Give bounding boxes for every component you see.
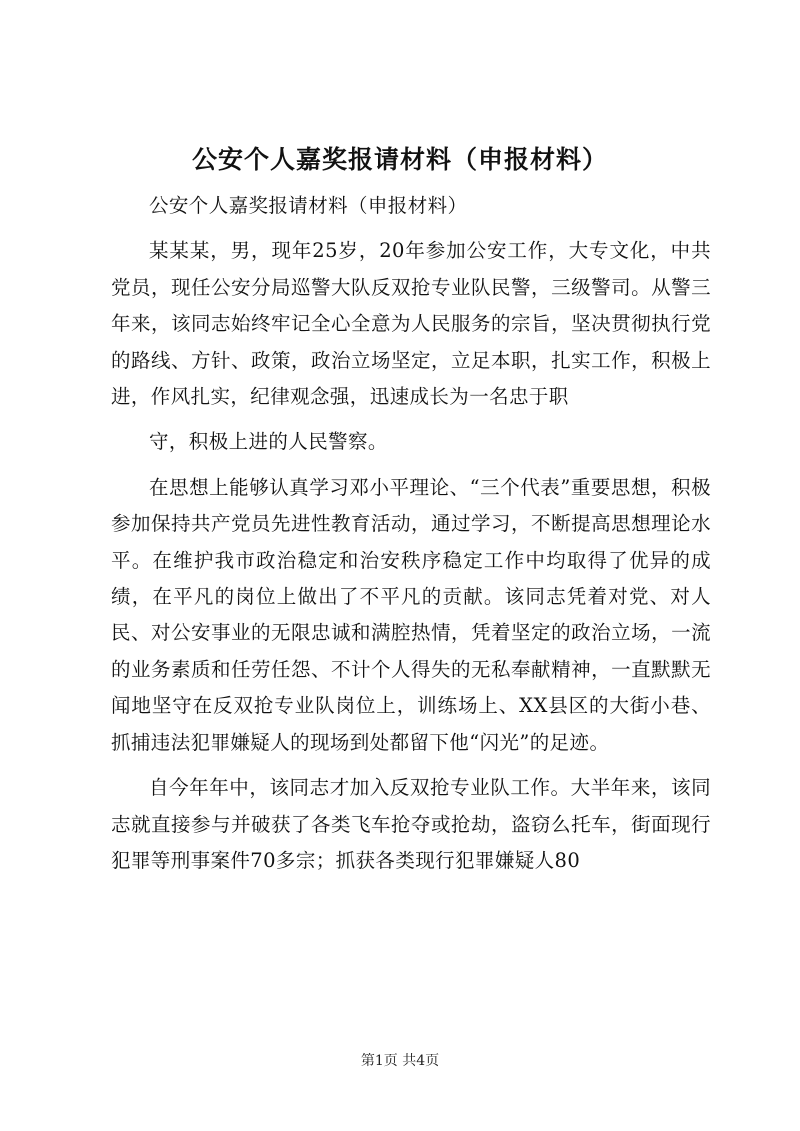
paragraph-continuation: 守，积极上进的人民警察。	[149, 430, 388, 454]
document-body	[111, 188, 711, 879]
paragraph-ideology: 在思想上能够认真学习邓小平理论、“三个代表”重要思想，积极参加保持共产党员先进性教育活动，通过学习，不断提高思想理论水平。在维护我市政治稳定和治安秩序稳定工作中均取得了优异的成绩，在平凡的岗位上做出了不平凡的贡献。该同志凭着对党、对人民、对公安事业的无限忠诚和满腔热情，凭着坚定的政治立场，一流的业务素质和任劳任怨、不计个人得失的无私奉献精神，一直默默无闻地坚守在反双抢专业队岗位上，训练场上、XX县区的大街小巷、抓捕违法犯罪嫌疑人的现场到处都留下他“闪光”的足迹。	[111, 475, 711, 754]
page-footer: 第1页 共4页	[360, 1053, 440, 1069]
paragraph-achievements: 自今年年中，该同志才加入反双抢专业队工作。大半年来，该同志就直接参与并破获了各类飞车抢夺或抢劫，盗窃么托车，街面现行犯罪等刑事案件70多宗；抓获各类现行犯罪嫌疑人80	[111, 776, 711, 872]
paragraph-subtitle: 公安个人嘉奖报请材料（申报材料）	[149, 194, 468, 217]
document-title: 公安个人嘉奖报请材料（申报材料）	[191, 145, 608, 174]
paragraph-introduction: 某某某，男，现年25岁，20年参加公安工作，大专文化，中共党员，现任公安分局巡警大队反双抢专业队民警，三级警司。从警三年来，该同志始终牢记全心全意为人民服务的宗旨，坚决贯彻执行党的路线、方针、政策，政治立场坚定，立足本职，扎实工作，积极上进，作风扎实，纪律观念强，迅速成长为一名忠于职	[111, 239, 711, 409]
